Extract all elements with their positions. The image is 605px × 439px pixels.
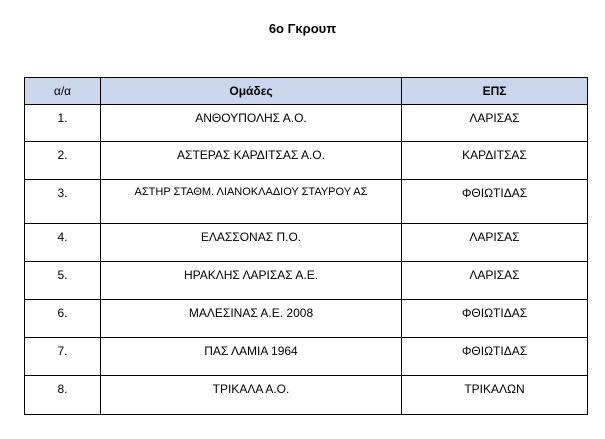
cell-eps: ΤΡΙΚΑΛΩΝ	[402, 376, 588, 415]
cell-eps: ΦΘΙΩΤΙΔΑΣ	[402, 338, 588, 376]
cell-aa: 4.	[25, 224, 101, 262]
cell-team: ΠΑΣ ΛΑΜΙΑ 1964	[101, 338, 402, 376]
cell-eps: ΦΘΙΩΤΙΔΑΣ	[402, 300, 588, 338]
table-row	[25, 300, 588, 338]
cell-eps: ΛΑΡΙΣΑΣ	[402, 105, 588, 142]
cell-aa: 8.	[25, 376, 101, 415]
cell-team: ΤΡΙΚΑΛΑ Α.Ο.	[101, 376, 402, 415]
cell-aa: 7.	[25, 338, 101, 376]
cell-aa: 5.	[25, 262, 101, 300]
table-row	[25, 376, 588, 415]
header-team: Ομάδες	[101, 78, 402, 105]
table-row	[25, 142, 588, 180]
cell-team: ΑΣΤΕΡΑΣ ΚΑΡΔΙΤΣΑΣ Α.Ο.	[101, 142, 402, 180]
cell-team: ΑΝΘΟΥΠΟΛΗΣ Α.Ο.	[101, 105, 402, 142]
cell-aa: 1.	[25, 105, 101, 142]
cell-team: ΜΑΛΕΣΙΝΑΣ Α.Ε. 2008	[101, 300, 402, 338]
cell-team: ΗΡΑΚΛΗΣ ΛΑΡΙΣΑΣ Α.Ε.	[101, 262, 402, 300]
table-row	[25, 262, 588, 300]
cell-team: ΕΛΑΣΣΟΝΑΣ Π.Ο.	[101, 224, 402, 262]
cell-eps: ΛΑΡΙΣΑΣ	[402, 224, 588, 262]
cell-eps: ΦΘΙΩΤΙΔΑΣ	[402, 180, 588, 224]
table-row	[25, 224, 588, 262]
groups-table	[24, 77, 588, 415]
cell-team: ΑΣΤΗΡ ΣΤΑΘΜ. ΛΙΑΝΟΚΛΑΔΙΟΥ ΣΤΑΥΡΟΥ ΑΣ	[101, 180, 402, 224]
cell-eps: ΚΑΡΔΙΤΣΑΣ	[402, 142, 588, 180]
cell-eps: ΛΑΡΙΣΑΣ	[402, 262, 588, 300]
table-row	[25, 180, 588, 224]
cell-aa: 6.	[25, 300, 101, 338]
header-aa: α/α	[25, 78, 101, 105]
cell-aa: 2.	[25, 142, 101, 180]
table-header-row	[25, 78, 588, 105]
table-row	[25, 105, 588, 142]
cell-aa: 3.	[25, 180, 101, 224]
page-title: 6ο Γκρουπ	[268, 21, 337, 36]
header-eps: ΕΠΣ	[402, 78, 588, 105]
table-row	[25, 338, 588, 376]
